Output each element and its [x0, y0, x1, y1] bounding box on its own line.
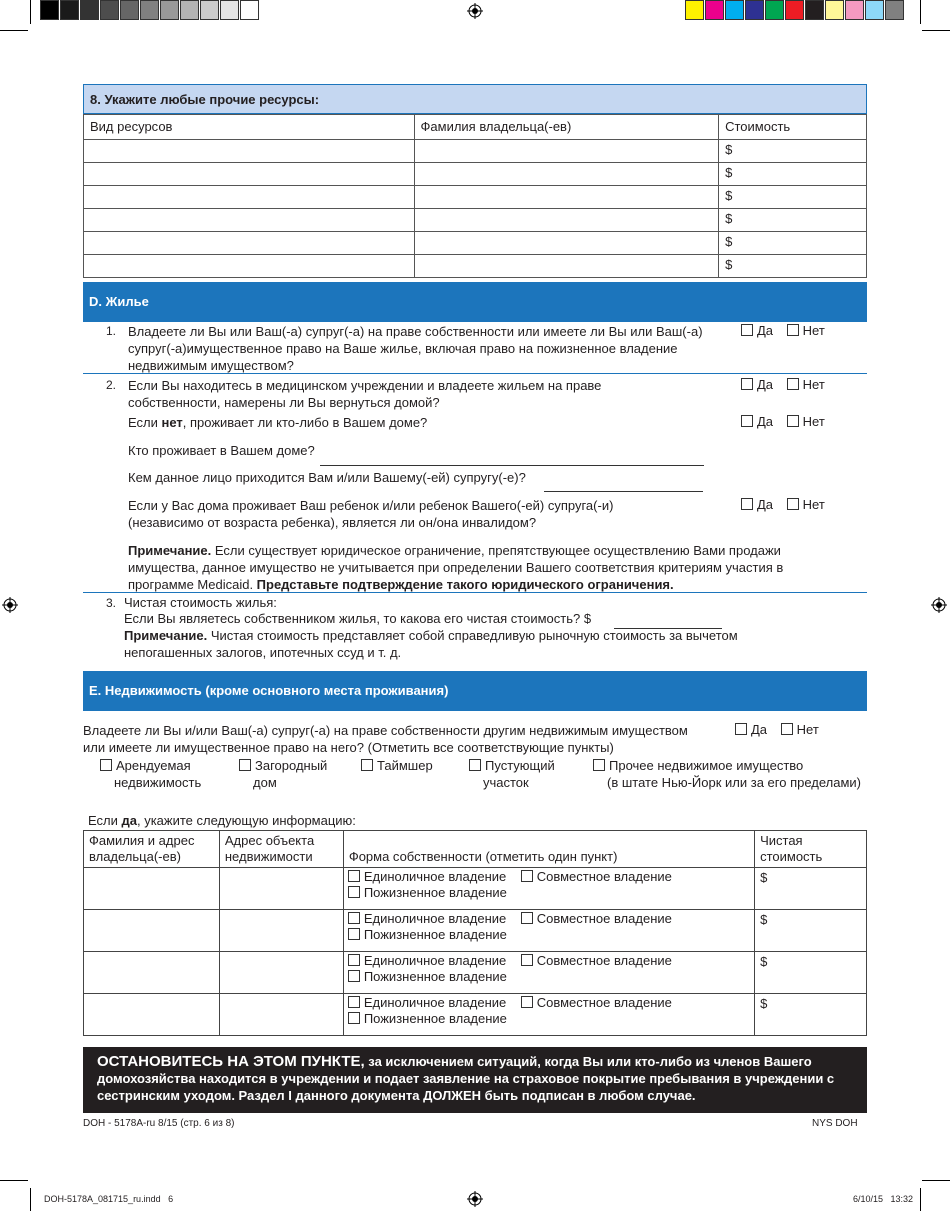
no-checkbox[interactable] [787, 415, 799, 427]
question-3a-text: Если Вы являетесь собственником жилья, то какова его чистая стоимость? $ [124, 611, 592, 626]
color-swatch [685, 0, 704, 20]
color-swatch [140, 0, 159, 20]
divider [83, 592, 867, 593]
color-swatch [845, 0, 864, 20]
sole-ownership-checkbox[interactable] [348, 996, 360, 1008]
color-swatch [725, 0, 744, 20]
color-swatch [745, 0, 764, 20]
yes-label: Да [757, 497, 774, 512]
color-swatch [120, 0, 139, 20]
joint-ownership-checkbox[interactable] [521, 912, 533, 924]
color-swatch [885, 0, 904, 20]
other-property-checkbox[interactable] [593, 759, 605, 771]
color-swatch [705, 0, 724, 20]
net-value-note: Примечание. Чистая стоимость представляет собой справедливую рыночную стоимость за вычетом непогашенных залогов, ипотечных ссуд и т. д. [124, 628, 738, 660]
crop-mark [920, 1188, 921, 1211]
color-swatch [40, 0, 59, 20]
crop-mark [0, 1180, 28, 1181]
timeshare-checkbox[interactable] [361, 759, 373, 771]
table-row [84, 209, 867, 232]
question-2-text: Если Вы находитесь в медицинском учреждении и владеете жильем на праве собственности, намерены ли Вы вернуться домой? [128, 378, 602, 410]
joint-ownership-checkbox[interactable] [521, 996, 533, 1008]
owner-name-input[interactable] [414, 186, 719, 209]
column-header: Вид ресурсов [84, 115, 415, 140]
yes-checkbox[interactable] [735, 723, 747, 735]
table-row [84, 232, 867, 255]
real-estate-table [83, 830, 867, 1036]
column-header: Форма собственности (отметить один пункт) [343, 831, 754, 868]
color-swatch [80, 0, 99, 20]
ownership-options: Единоличное владение Совместное владение Пожизненное владение [343, 994, 754, 1036]
resource-type-input[interactable] [84, 255, 415, 278]
sole-ownership-checkbox[interactable] [348, 912, 360, 924]
color-swatch [865, 0, 884, 20]
table-row [84, 910, 867, 952]
no-checkbox[interactable] [787, 324, 799, 336]
table-row [84, 140, 867, 163]
section-d-header: D. Жилье [83, 282, 867, 322]
net-value-input[interactable]: $ [755, 994, 867, 1036]
who-lives-input-line[interactable] [320, 465, 704, 466]
question-2a-text: Если нет, проживает ли кто-либо в Вашем доме? [128, 415, 428, 430]
question-number: 1. [106, 324, 117, 338]
address-input[interactable] [219, 910, 343, 952]
life-estate-checkbox[interactable] [348, 886, 360, 898]
color-swatch [220, 0, 239, 20]
rental-checkbox[interactable] [100, 759, 112, 771]
owner-input[interactable] [84, 868, 220, 910]
value-input[interactable]: $ [719, 186, 867, 209]
crop-mark [920, 0, 921, 24]
question-2c-text: Кем данное лицо приходится Вам и/или Вашему(-ей) супругу(-е)? [128, 470, 526, 485]
value-input[interactable]: $ [719, 232, 867, 255]
option-vacant-lot[interactable]: Пустующий участок [469, 757, 555, 791]
resource-type-input[interactable] [84, 186, 415, 209]
agency-label: NYS DOH [812, 1118, 858, 1129]
stop-notice: ОСТАНОВИТЕСЬ НА ЭТОМ ПУНКТЕ, за исключением ситуаций, когда Вы или кто-либо из членов Вашего домохозяйства находится в учреждении и подает заявление на страховое покрытие пребывания в учреждении с сестринским уходом. Раздел I данного документа ДОЛЖЕН быть подписан в любом случае. [83, 1047, 867, 1113]
color-swatch [765, 0, 784, 20]
crop-mark [922, 1180, 950, 1181]
yes-no-group [741, 414, 835, 429]
registration-mark-icon [467, 1191, 483, 1207]
column-header: Фамилия владельца(-ев) [414, 115, 719, 140]
joint-ownership-checkbox[interactable] [521, 870, 533, 882]
no-label: Нет [796, 722, 819, 737]
sole-ownership-checkbox[interactable] [348, 870, 360, 882]
column-header: Стоимость [719, 115, 867, 140]
resource-type-input[interactable] [84, 209, 415, 232]
yes-no-group [741, 323, 835, 338]
question-3-text: Чистая стоимость жилья: [124, 595, 277, 610]
yes-label: Да [757, 414, 774, 429]
registration-mark-icon [467, 3, 483, 19]
no-checkbox[interactable] [781, 723, 793, 735]
yes-checkbox[interactable] [741, 324, 753, 336]
sole-ownership-checkbox[interactable] [348, 954, 360, 966]
yes-checkbox[interactable] [741, 415, 753, 427]
country-house-checkbox[interactable] [239, 759, 251, 771]
if-yes-instruction: Если да, укажите следующую информацию: [88, 813, 356, 828]
legal-restriction-note: Примечание. Если существует юридическое ограничение, препятствующее осуществлению Вами продажи имущества, данное имущество не учитывается при определении Вашего соответствия критериям участия в программе Medicaid. Представьте подтверждение такого юридического ограничения. [128, 543, 784, 592]
owner-name-input[interactable] [414, 209, 719, 232]
question-1-text: Владеете ли Вы или Ваш(-а) супруг(-а) на праве собственности или имеете ли Вы или Ваш(-а) супруг(-а)имущественное право на Ваше жилье, включая право на пожизненное владение недвижимым имуществом? [128, 324, 703, 373]
option-other-property[interactable]: Прочее недвижимое имущество (в штате Нью-Йорк или за его пределами) [593, 757, 861, 791]
resource-type-input[interactable] [84, 163, 415, 186]
divider [83, 373, 867, 374]
resource-type-input[interactable] [84, 232, 415, 255]
address-input[interactable] [219, 994, 343, 1036]
yes-no-group [735, 722, 829, 737]
net-value-input[interactable]: $ [755, 910, 867, 952]
section-8-header: 8. Укажите любые прочие ресурсы: [83, 84, 867, 114]
net-value-input[interactable]: $ [755, 952, 867, 994]
registration-mark-icon [2, 597, 18, 613]
yes-label: Да [757, 323, 774, 338]
color-swatches [685, 0, 905, 20]
column-header: Фамилия и адрес владельца(-ев) [84, 831, 220, 868]
section-e-header: E. Недвижимость (кроме основного места проживания) [83, 671, 867, 711]
yes-checkbox[interactable] [741, 498, 753, 510]
slug-file: DOH-5178A_081715_ru.indd 6 [44, 1194, 174, 1204]
address-input[interactable] [219, 868, 343, 910]
question-number: 2. [106, 378, 117, 392]
color-swatch [200, 0, 219, 20]
color-swatch [785, 0, 804, 20]
option-rental-property[interactable]: Арендуемая недвижимость [100, 757, 201, 791]
owner-input[interactable] [84, 910, 220, 952]
yes-no-group [741, 377, 835, 392]
owner-name-input[interactable] [414, 255, 719, 278]
crop-mark [30, 1188, 31, 1211]
question-2d-text: Если у Вас дома проживает Ваш ребенок и/или ребенок Вашего(-ей) супруга(-и) (независимо от возраста ребенка), является ли он/она инвалидом? [128, 498, 614, 530]
color-swatch [60, 0, 79, 20]
option-country-house[interactable]: Загородный дом [239, 757, 327, 791]
other-resources-table [83, 114, 867, 278]
color-swatch [240, 0, 259, 20]
relationship-input-line[interactable] [544, 491, 703, 492]
life-estate-checkbox[interactable] [348, 928, 360, 940]
no-label: Нет [802, 414, 825, 429]
crop-mark [0, 30, 28, 31]
column-header: Чистая стоимость [755, 831, 867, 868]
table-row [84, 255, 867, 278]
life-estate-checkbox[interactable] [348, 1012, 360, 1024]
crop-mark [30, 0, 31, 24]
value-input[interactable]: $ [719, 163, 867, 186]
color-swatch [180, 0, 199, 20]
table-row [84, 952, 867, 994]
column-header: Адрес объекта недвижимости [219, 831, 343, 868]
color-swatch [100, 0, 119, 20]
no-label: Нет [802, 323, 825, 338]
resource-type-input[interactable] [84, 140, 415, 163]
yes-label: Да [751, 722, 768, 737]
grayscale-swatches [40, 0, 260, 20]
value-input[interactable]: $ [719, 255, 867, 278]
owner-input[interactable] [84, 994, 220, 1036]
owner-name-input[interactable] [414, 140, 719, 163]
value-input[interactable]: $ [719, 140, 867, 163]
yes-no-group [741, 497, 835, 512]
no-checkbox[interactable] [787, 378, 799, 390]
crop-mark [922, 30, 950, 31]
owner-name-input[interactable] [414, 232, 719, 255]
color-swatch [805, 0, 824, 20]
owner-input[interactable] [84, 952, 220, 994]
table-row [84, 868, 867, 910]
table-row [84, 994, 867, 1036]
net-value-input[interactable]: $ [755, 868, 867, 910]
ownership-options: Единоличное владение Совместное владение Пожизненное владение [343, 952, 754, 994]
address-input[interactable] [219, 952, 343, 994]
owner-name-input[interactable] [414, 163, 719, 186]
yes-label: Да [757, 377, 774, 392]
form-id: DOH - 5178A-ru 8/15 (стр. 6 из 8) [83, 1118, 235, 1129]
question-number: 3. [106, 596, 117, 610]
value-input[interactable]: $ [719, 209, 867, 232]
color-swatch [160, 0, 179, 20]
no-label: Нет [802, 497, 825, 512]
section-e-question: Владеете ли Вы и/или Ваш(-а) супруг(-а) на праве собственности другим недвижимым имуществом или имеете ли имущественное право на него? (Отметить все соответствующие пункты) [83, 723, 688, 755]
question-2b-text: Кто проживает в Вашем доме? [128, 443, 315, 458]
ownership-options: Единоличное владение Совместное владение Пожизненное владение [343, 910, 754, 952]
yes-checkbox[interactable] [741, 378, 753, 390]
registration-mark-icon [931, 597, 947, 613]
joint-ownership-checkbox[interactable] [521, 954, 533, 966]
table-row [84, 163, 867, 186]
color-swatch [825, 0, 844, 20]
no-label: Нет [802, 377, 825, 392]
table-row [84, 186, 867, 209]
slug-date: 6/10/15 13:32 [853, 1194, 914, 1204]
life-estate-checkbox[interactable] [348, 970, 360, 982]
option-timeshare[interactable]: Таймшер [361, 757, 433, 774]
ownership-options: Единоличное владение Совместное владение Пожизненное владение [343, 868, 754, 910]
no-checkbox[interactable] [787, 498, 799, 510]
vacant-lot-checkbox[interactable] [469, 759, 481, 771]
